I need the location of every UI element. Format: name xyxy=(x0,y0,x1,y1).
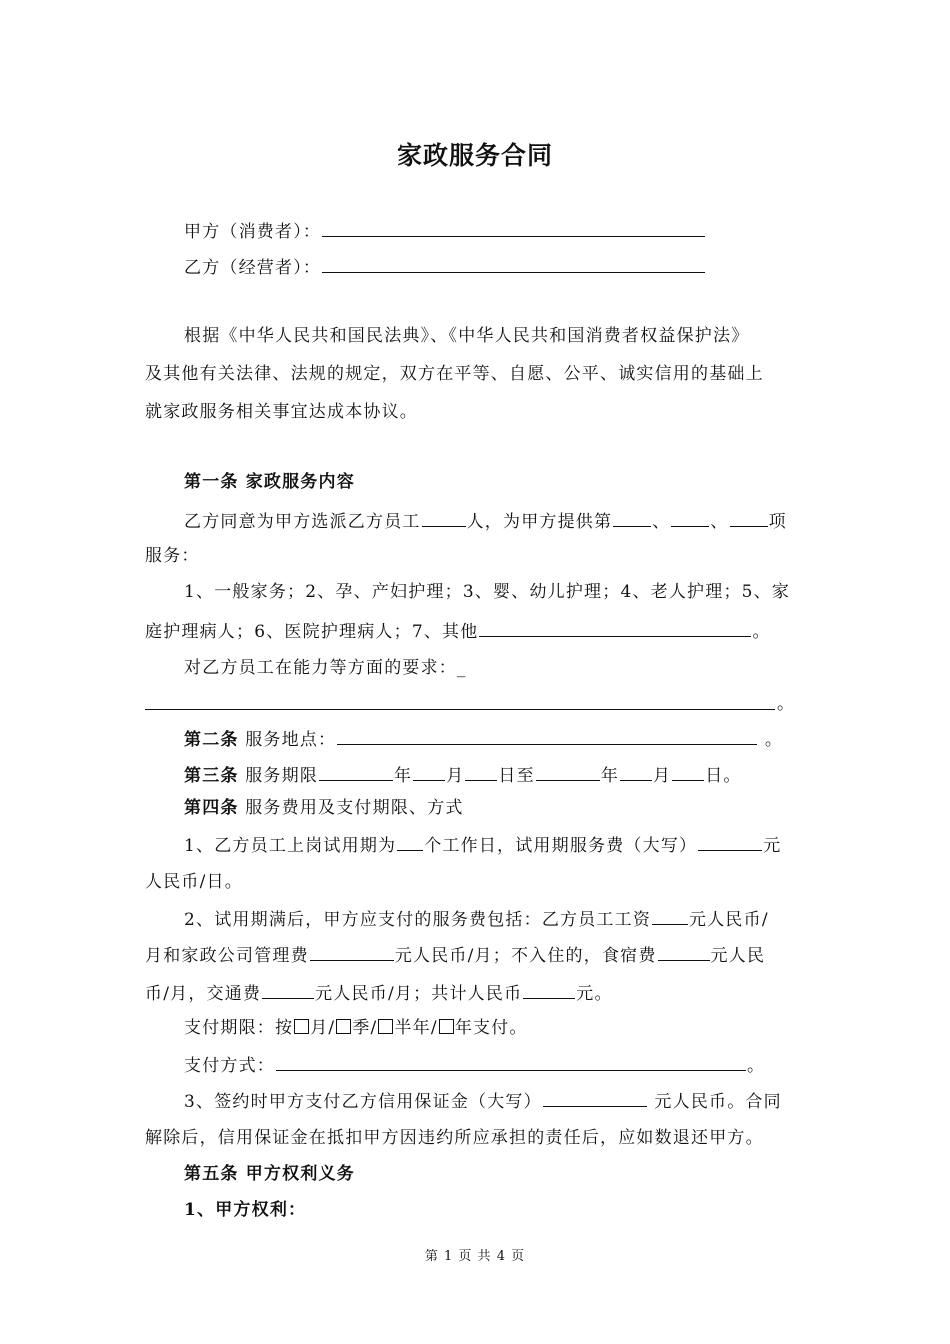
party-a-line xyxy=(184,220,810,242)
pay-period-line xyxy=(184,1018,810,1038)
total-fee-blank[interactable] xyxy=(523,982,575,999)
quarterly-checkbox[interactable] xyxy=(336,1019,351,1034)
end-month-blank[interactable] xyxy=(620,764,652,781)
monthly-label: 月/ xyxy=(310,1018,336,1038)
article-3-heading: 第三条 xyxy=(184,766,239,786)
party-b-blank[interactable] xyxy=(322,256,705,273)
deposit-text-a: 3、签约时甲方支付乙方信用保证金（大写） xyxy=(184,1092,542,1112)
trial-text-b: 个工作日，试用期服务费（大写） xyxy=(424,836,698,856)
party-a-blank[interactable] xyxy=(322,220,705,237)
trial-line-2: 人民币/日。 xyxy=(145,872,243,892)
trial-text-a: 1、乙方员工上岗试用期为 xyxy=(184,836,397,856)
item-blank-2[interactable] xyxy=(671,510,709,527)
article-3-line xyxy=(184,764,810,786)
party-b-label: 乙方（经营者）： xyxy=(184,258,322,278)
fee-text-h: 元。 xyxy=(576,984,613,1004)
trial-line-1 xyxy=(184,834,810,856)
service-items-line-2 xyxy=(145,620,810,642)
end-year-blank[interactable] xyxy=(536,764,600,781)
staff-count-blank[interactable] xyxy=(422,510,466,527)
item-blank-3[interactable] xyxy=(730,510,768,527)
transport-fee-blank[interactable] xyxy=(262,982,314,999)
deposit-text-b: 元人民币。合同 xyxy=(647,1092,782,1112)
management-fee-blank[interactable] xyxy=(310,944,394,961)
half-year-label: 半年/ xyxy=(394,1018,438,1038)
fee-text-a: 2、试用期满后，甲方应支付的服务费包括：乙方员工工资 xyxy=(184,910,652,930)
trial-days-blank[interactable] xyxy=(397,834,423,851)
fee-text-f: 币/月，交通费 xyxy=(145,984,262,1004)
requirements-label: 对乙方员工在能力等方面的要求：_ xyxy=(184,658,467,678)
requirements-blank[interactable] xyxy=(145,709,775,710)
start-day-blank[interactable] xyxy=(465,764,497,781)
article-1-line-1 xyxy=(184,510,810,532)
service-location-blank[interactable] xyxy=(337,728,757,745)
fee-line-2 xyxy=(145,944,810,966)
board-fee-blank[interactable] xyxy=(658,944,710,961)
end-day-label: 日。 xyxy=(705,766,742,786)
start-year-blank[interactable] xyxy=(319,764,393,781)
page-footer: 第 1 页 共 4 页 xyxy=(424,1249,526,1264)
service-items-period: 。 xyxy=(752,622,771,642)
start-day-label: 日至 xyxy=(498,766,535,786)
yearly-label: 年支付。 xyxy=(454,1018,528,1038)
fee-text-g: 元人民币/月；共计人民币 xyxy=(315,984,523,1004)
article-2-heading: 第二条 xyxy=(184,730,239,750)
article-4-heading: 第四条 xyxy=(184,798,239,818)
fee-line-3 xyxy=(145,982,810,1004)
deposit-blank[interactable] xyxy=(543,1090,647,1107)
quarterly-label: 季/ xyxy=(352,1018,378,1038)
yearly-checkbox[interactable] xyxy=(439,1019,454,1034)
article-3-text: 服务期限 xyxy=(238,766,319,786)
trial-text-c: 元 xyxy=(763,836,782,856)
pay-period-label: 支付期限：按 xyxy=(184,1018,294,1038)
end-day-blank[interactable] xyxy=(672,764,704,781)
monthly-checkbox[interactable] xyxy=(294,1019,309,1034)
fee-text-c: 月和家政公司管理费 xyxy=(145,946,309,966)
document-title: 家政服务合同 xyxy=(396,141,553,170)
preamble-line-1: 根据《中华人民共和国民法典》、《中华人民共和国消费者权益保护法》 xyxy=(184,326,750,346)
end-year-label: 年 xyxy=(600,766,620,786)
article-1-text-a: 乙方同意为甲方选派乙方员工 xyxy=(184,512,421,532)
half-year-checkbox[interactable] xyxy=(378,1019,393,1034)
pay-method-blank[interactable] xyxy=(276,1054,746,1071)
preamble-line-3: 就家政服务相关事宜达成本协议。 xyxy=(145,402,418,422)
preamble-line-2: 及其他有关法律、法规的规定，双方在平等、自愿、公平、诚实信用的基础上 xyxy=(145,364,764,384)
fee-line-1 xyxy=(184,908,810,930)
start-month-label: 月 xyxy=(446,766,465,786)
service-items-text: 庭护理病人；6、医院护理病人；7、其他 xyxy=(145,622,479,642)
article-4-line xyxy=(184,798,810,818)
service-items-line-1: 1、一般家务；2、孕、产妇护理；3、婴、幼儿护理；4、老人护理；5、家 xyxy=(184,582,791,602)
start-month-blank[interactable] xyxy=(413,764,445,781)
item-blank-1[interactable] xyxy=(613,510,651,527)
article-2-line xyxy=(184,728,810,750)
article-1-line-2: 服务： xyxy=(145,546,200,566)
deposit-line-1 xyxy=(184,1090,810,1112)
end-month-label: 月 xyxy=(653,766,672,786)
article-1-text-c: 项 xyxy=(768,512,787,532)
start-year-label: 年 xyxy=(394,766,413,786)
article-2-text: 服务地点： xyxy=(238,730,337,750)
fee-text-b: 元人民币/ xyxy=(689,910,769,930)
party-a-rights-heading: 1、甲方权利： xyxy=(184,1200,307,1220)
party-b-line xyxy=(184,256,810,278)
requirements-period: 。 xyxy=(777,694,796,714)
pay-method-line xyxy=(184,1054,810,1076)
other-service-blank[interactable] xyxy=(479,620,751,637)
fee-text-d: 元人民币/月；不入住的，食宿费 xyxy=(394,946,657,966)
article-1-sep-2: 、 xyxy=(710,512,729,532)
deposit-line-2: 解除后，信用保证金在抵扣甲方因违约所应承担的责任后，应如数退还甲方。 xyxy=(145,1128,764,1148)
party-a-label: 甲方（消费者）： xyxy=(184,222,322,242)
article-5-heading: 第五条 甲方权利义务 xyxy=(184,1164,355,1184)
wage-blank[interactable] xyxy=(652,908,688,925)
article-4-text: 服务费用及支付期限、方式 xyxy=(238,798,464,818)
article-1-sep-1: 、 xyxy=(652,512,671,532)
pay-method-end: 。 xyxy=(747,1056,766,1076)
pay-method-label: 支付方式： xyxy=(184,1056,275,1076)
article-1-heading: 第一条 家政服务内容 xyxy=(184,472,355,492)
article-2-end: 。 xyxy=(758,730,784,750)
fee-text-e: 元人民 xyxy=(710,946,766,966)
article-1-text-b: 人，为甲方提供第 xyxy=(466,512,613,532)
trial-fee-blank[interactable] xyxy=(698,834,762,851)
